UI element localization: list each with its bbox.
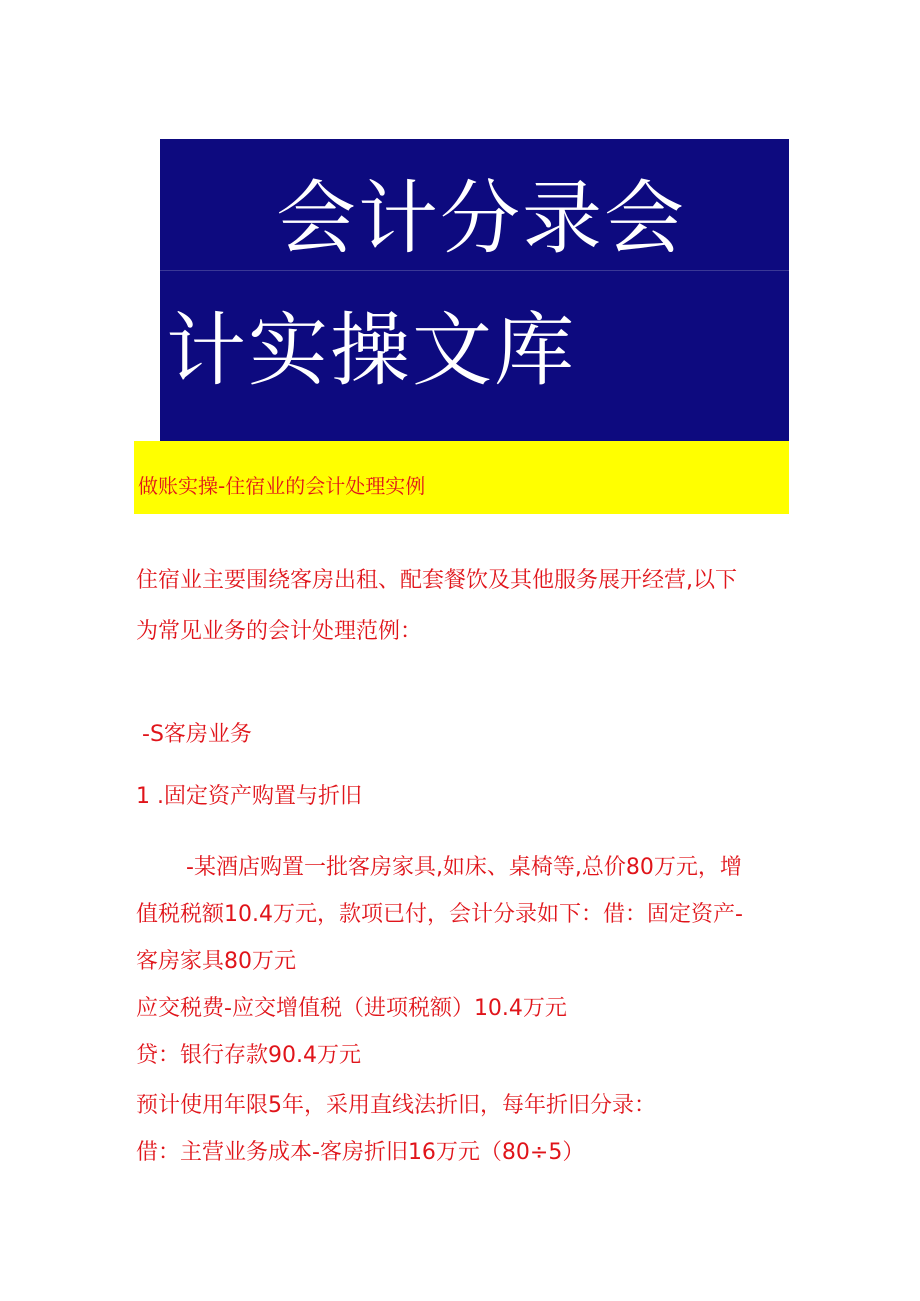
title-banner — [160, 139, 789, 441]
paragraph-line-7: 借：主营业务成本-客房折旧16万元（80÷5） — [136, 1140, 585, 1165]
paragraph-line-3: 客房家具80万元 — [136, 949, 296, 974]
section-heading: -S客房业务 — [142, 722, 252, 747]
paragraph-line-6: 预计使用年限5年，采用直线法折旧，每年折旧分录： — [136, 1093, 656, 1118]
subsection-heading: 1 .固定资产购置与折旧 — [136, 784, 362, 809]
subtitle-bar — [134, 441, 789, 514]
intro-line-1: 住宿业主要围绕客房出租、配套餐饮及其他服务展开经营,以下 — [136, 568, 737, 593]
banner-divider — [160, 270, 789, 271]
intro-line-2: 为常见业务的会计处理范例： — [136, 619, 423, 644]
banner-title-line-2: 计实操文库 — [166, 304, 576, 397]
paragraph-line-2: 值税税额10.4万元，款项已付，会计分录如下：借：固定资产- — [136, 902, 743, 927]
banner-title-line-1: 会计分录会 — [276, 172, 686, 265]
paragraph-line-5: 贷：银行存款90.4万元 — [136, 1043, 361, 1068]
paragraph-line-1: -某酒店购置一批客房家具,如床、桌椅等,总价80万元，增 — [186, 855, 742, 880]
paragraph-line-4: 应交税费-应交增值税（进项税额）10.4万元 — [136, 996, 567, 1021]
subtitle-text: 做账实操-住宿业的会计处理实例 — [138, 474, 426, 498]
